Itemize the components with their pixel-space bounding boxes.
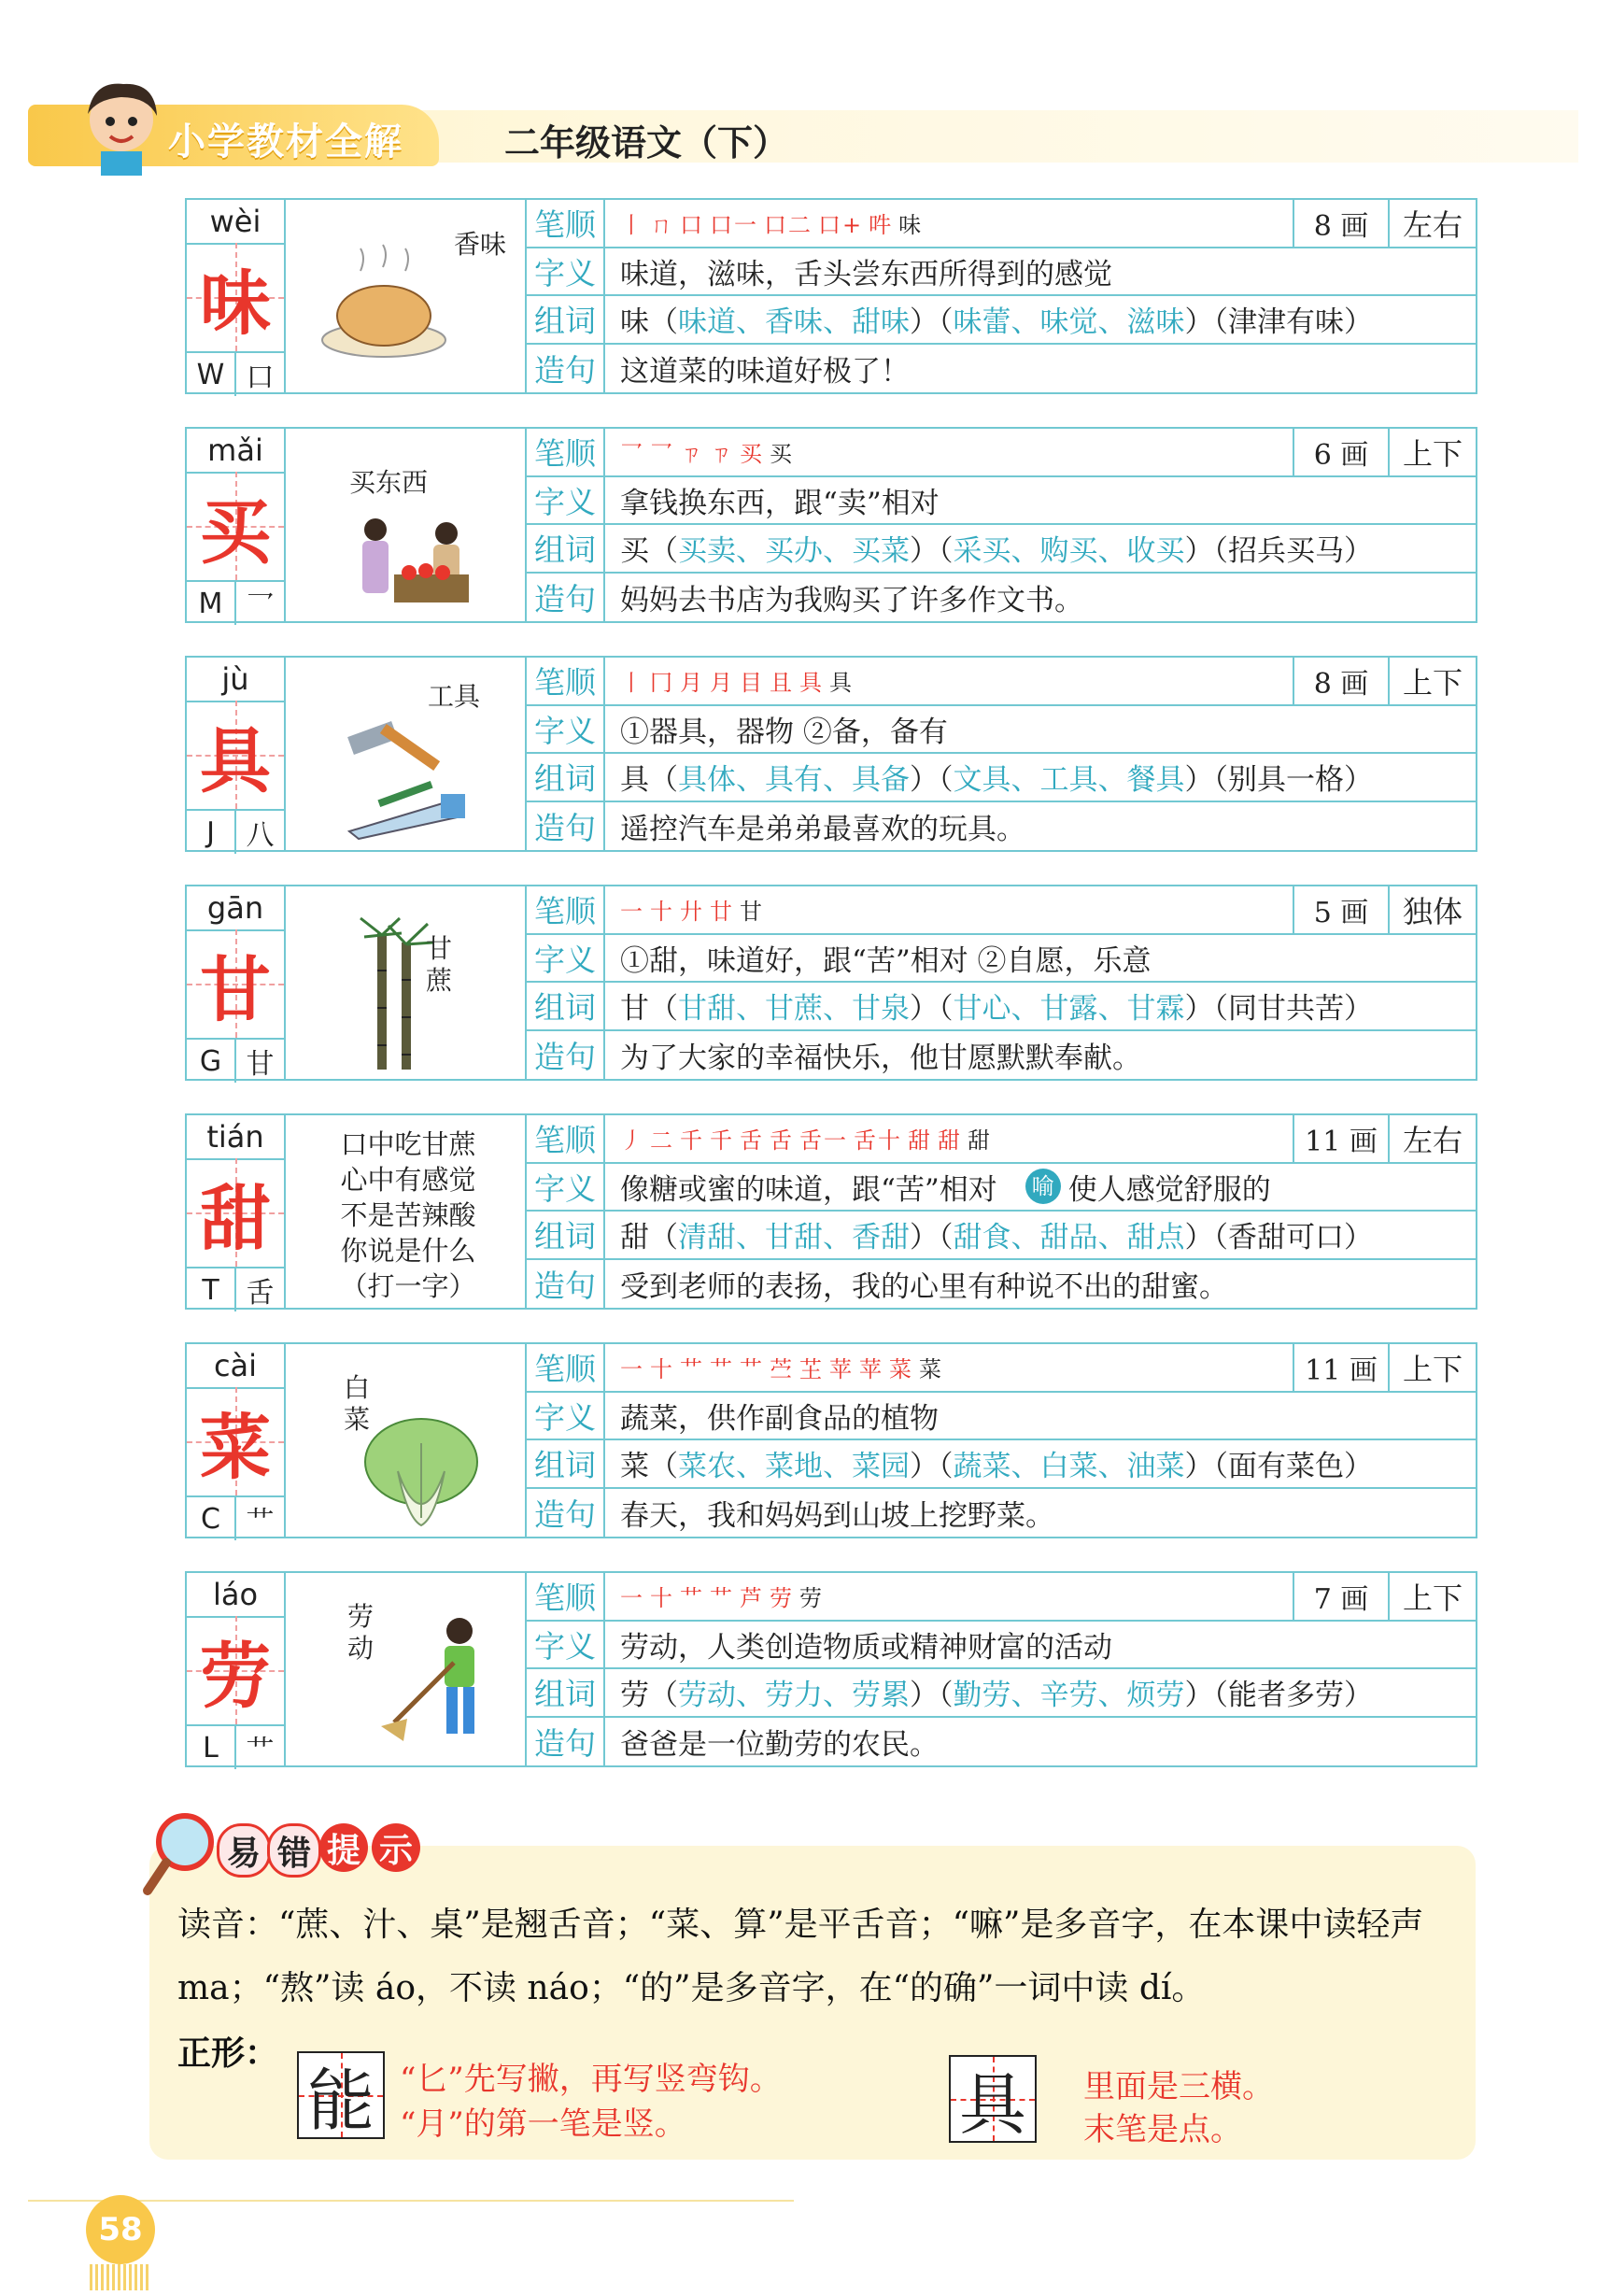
stroke-count: 5 画 [1293,886,1388,933]
label-strokes: 笔顺 [527,429,603,477]
stroke-step: 具 [829,670,854,697]
words-post: ）（同甘共苦） [1184,992,1373,1027]
illustration-买东西-icon [342,502,482,617]
footer-line [28,2200,794,2202]
radical: 八 [246,819,275,852]
tip-form-label: 正形： [177,2034,279,2073]
label-sentence: 造句 [534,1495,596,1533]
index-row [187,580,284,625]
index-letter: C [187,1497,236,1540]
illustration-cell [286,429,525,621]
metaphor-badge: 喻 [1025,1169,1061,1204]
stroke-step: 苹 [859,1356,883,1383]
stroke-step: 一 [620,1356,644,1383]
words-post: ）（别具一格） [1184,763,1373,798]
index-letter: M [187,582,236,625]
stroke-count: 6 画 [1293,429,1388,475]
words-row [605,983,1476,1031]
words-pre: 具（ [620,763,678,798]
stroke-step: 冂 [650,670,674,697]
stroke-step: 丿 [620,1127,644,1155]
meaning-row [605,477,1476,526]
stroke-row [605,200,1476,248]
stroke-step: 舌 [740,1127,764,1155]
stroke-row [605,1344,1476,1393]
structure: 上下 [1388,1344,1476,1391]
stroke-step: ㄇ [650,212,674,239]
label-strokes: 笔顺 [527,886,603,935]
book-subtitle: 二年级语文（下） [504,122,789,163]
stroke-step: 丨 [620,212,644,239]
stroke-step: 买 [740,441,764,468]
illustration-label: 香味 [454,229,507,260]
words-pre: 菜（ [620,1450,678,1484]
row-labels [527,1344,603,1537]
row-labels [527,200,603,392]
stroke-step: 甜 [938,1127,962,1155]
magnifier-icon [140,1805,224,1898]
words-mid: ）（ [910,1450,954,1484]
illustration-cell [286,658,525,850]
sentence: 遥控汽车是弟弟最喜欢的玩具。 [620,812,1025,846]
info-rows [605,429,1476,621]
stroke-step: 芏 [799,1356,824,1383]
char-card-6 [185,1342,1477,1538]
label-strokes: 笔顺 [527,658,603,706]
label-strokes: 笔顺 [527,1115,603,1164]
row-labels [527,1573,603,1765]
page-header [0,0,1597,187]
words-a: 劳动、劳力、劳累 [678,1679,910,1713]
riddle-line: 你说是什么 [340,1235,476,1267]
structure: 独体 [1388,886,1476,933]
stroke-step: 甜 [968,1127,992,1155]
index-row [187,1495,284,1540]
sentence: 为了大家的幸福快乐，他甘愿默默奉献。 [620,1041,1141,1075]
character-grid [187,1387,284,1495]
stroke-count: 8 画 [1293,658,1388,704]
stroke-step: 苎 [770,1356,794,1383]
tip-badge-3: 提 [319,1823,368,1872]
words-pre: 甘（ [620,992,678,1027]
illustration-label: 白菜 [344,1372,371,1435]
index-letter: T [187,1268,236,1311]
form-char-box-2 [949,2055,1037,2143]
structure: 左右 [1388,200,1476,247]
label-words: 组词 [527,983,603,1031]
character: 具 [200,718,271,802]
words-a: 菜农、菜地、菜园 [678,1450,910,1484]
label-strokes: 笔顺 [527,200,603,248]
meaning: 味道，滋味，舌头尝东西所得到的感觉 [620,257,1112,291]
words-post: ）（面有菜色） [1184,1450,1373,1484]
words-mid: ）（ [910,534,954,569]
form-char-1: 能 [306,2062,375,2140]
words-row [605,525,1476,574]
sentence: 受到老师的表扬，我的心里有种说不出的甜蜜。 [620,1269,1228,1304]
label-strokes: 笔顺 [527,1344,603,1393]
words-post: ）（津津有味） [1184,305,1373,340]
stroke-step: 千 [680,1127,704,1155]
words-a: 买卖、买办、买菜 [678,534,910,569]
stroke-step: 买 [770,441,794,468]
form-note-2a: 里面是三横。 [1083,2068,1274,2105]
row-labels [527,1115,603,1308]
stroke-order [605,206,1293,239]
label-meaning: 字义 [527,935,603,984]
words-a: 甘甜、甘蔗、甘泉 [678,992,910,1027]
words-b: 采买、购买、收买 [953,534,1185,569]
stroke-step: 二 [650,1127,674,1155]
illustration-label: 甘蔗 [426,933,453,996]
illustration-香味-icon [314,243,454,368]
stroke-step: ㄗ [710,441,734,468]
words-a: 具体、具有、具备 [678,763,910,798]
info-rows [605,1344,1476,1537]
form-char-box-1 [297,2051,385,2139]
illustration-label: 劳动 [347,1601,375,1664]
sentence-row [605,1031,1476,1080]
words-mid: ）（ [910,992,954,1027]
stroke-step: 吽 [869,212,894,239]
stroke-order [605,1122,1293,1155]
riddle-line: 口中吃甘蔗 [340,1128,476,1160]
stroke-step: 一 [620,1585,644,1612]
stroke-step: 菜 [889,1356,913,1383]
radical: 口 [246,361,275,394]
stroke-step: 艹 [740,1356,764,1383]
words-b: 蔬菜、白菜、油菜 [953,1450,1185,1484]
pinyin: tián [187,1115,284,1160]
words-post: ）（香甜可口） [1184,1221,1373,1255]
words-mid: ）（ [910,1679,954,1713]
meaning: ①器具，器物 ②备，备有 [620,715,948,749]
stroke-step: 艹 [710,1585,734,1612]
illustration-label: 买东西 [349,467,429,498]
stroke-step: 菜 [919,1356,943,1383]
index-row [187,1038,284,1083]
meaning-extra: 使人感觉舒服的 [1067,1172,1271,1207]
stroke-order [605,435,1293,468]
label-meaning: 字义 [527,248,603,297]
stroke-step: 口一 [710,212,758,239]
meaning-row [605,1622,1476,1670]
label-words: 组词 [527,1669,603,1718]
stroke-count: 7 画 [1293,1573,1388,1620]
stroke-count: 11 画 [1293,1115,1388,1162]
label-meaning: 字义 [527,1393,603,1441]
info-rows [605,1115,1476,1308]
words-b: 文具、工具、餐具 [953,763,1185,798]
words-pre: 甜（ [620,1221,678,1255]
stroke-step: 乛 [620,441,644,468]
index-letter: G [187,1040,236,1083]
label-meaning: 字义 [527,1622,603,1670]
stroke-step: 口二 [764,212,813,239]
illustration-label: 工具 [428,681,481,712]
words-row [605,296,1476,345]
stroke-step: 十 [650,899,674,926]
stroke-row [605,1573,1476,1622]
stroke-step: 具 [799,670,824,697]
meaning-row [605,1393,1476,1441]
index-letter: L [187,1726,236,1769]
label-sentence: 造句 [534,809,596,846]
label-sentence: 造句 [534,1267,596,1304]
meaning-row [605,1164,1476,1212]
radical: 甘 [246,1048,275,1081]
illustration-劳动-icon [375,1610,506,1754]
structure: 上下 [1388,429,1476,475]
illustration-工具-icon [331,701,480,844]
structure: 上下 [1388,658,1476,704]
character-grid [187,929,284,1038]
sentence-row [605,345,1476,393]
character-grid [187,243,284,351]
tip-badge-4: 示 [372,1823,420,1872]
form-char-2: 具 [958,2065,1026,2144]
words-b: 勤劳、辛劳、烦劳 [953,1679,1185,1713]
stroke-step: 甜 [908,1127,932,1155]
stroke-step: 艹 [710,1356,734,1383]
index-letter: J [187,811,236,854]
form-note-1a: “匕”先写撇，再写竖弯钩。 [400,2061,782,2098]
words-row [605,1440,1476,1489]
sentence: 妈妈去书店为我购买了许多作文书。 [620,583,1083,617]
character: 味 [200,261,271,345]
stroke-step: 艹 [680,1585,704,1612]
label-sentence: 造句 [534,1038,596,1075]
info-rows [605,886,1476,1079]
index-letter: W [187,353,236,396]
meaning: 像糖或蜜的味道，跟“苦”相对 [620,1172,997,1207]
structure: 左右 [1388,1115,1476,1162]
label-meaning: 字义 [527,1164,603,1212]
stroke-count: 8 画 [1293,200,1388,247]
char-card-1 [185,198,1477,394]
boy-mascot-icon [65,73,177,176]
words-mid: ）（ [910,1221,954,1255]
words-post: ）（招兵买马） [1184,534,1373,569]
char-card-7 [185,1571,1477,1767]
index-row [187,809,284,854]
row-labels [527,658,603,850]
words-mid: ）（ [910,305,954,340]
label-words: 组词 [527,1440,603,1489]
form-note-1b: “月”的第一笔是竖。 [400,2105,686,2143]
stroke-step: 月 [710,670,734,697]
words-post: ）（能者多劳） [1184,1679,1373,1713]
sentence: 爸爸是一位勤劳的农民。 [620,1727,939,1762]
words-row [605,1669,1476,1718]
stroke-step: 劳 [799,1585,824,1612]
footer-bars [90,2264,151,2290]
stroke-step: 舌 [770,1127,794,1155]
meaning: ①甜，味道好，跟“苦”相对 ②自愿，乐意 [620,943,1152,978]
label-meaning: 字义 [527,706,603,755]
info-rows [605,658,1476,850]
meaning-row [605,935,1476,984]
character-grid [187,472,284,580]
riddle-line: （打一字） [340,1270,476,1302]
stroke-step: 且 [770,670,794,697]
stroke-count: 11 画 [1293,1344,1388,1391]
stroke-step: 廿 [710,899,734,926]
words-row [605,1212,1476,1260]
stroke-order [605,1580,1293,1612]
meaning-row [605,248,1476,297]
pinyin: wèi [187,200,284,245]
stroke-step: 舌一 [799,1127,848,1155]
sentence-row [605,1489,1476,1538]
words-pre: 味（ [620,305,678,340]
label-words: 组词 [527,525,603,574]
pinyin: mǎi [187,429,284,474]
character-grid [187,1616,284,1724]
radical: 艹 [246,1506,275,1538]
index-row [187,1267,284,1311]
words-a: 清甜、甘甜、香甜 [678,1221,910,1255]
words-pre: 买（ [620,534,678,569]
structure: 上下 [1388,1573,1476,1620]
illustration-cell [286,886,525,1079]
stroke-step: 乛 [650,441,674,468]
illustration-cell [286,200,525,392]
stroke-row [605,658,1476,706]
words-pre: 劳（ [620,1679,678,1713]
words-row [605,754,1476,802]
stroke-step: 劳 [770,1585,794,1612]
form-note-2b: 末笔是点。 [1083,2111,1242,2148]
character-grid [187,701,284,809]
label-meaning: 字义 [527,477,603,526]
pinyin: cài [187,1344,284,1389]
sentence-row [605,574,1476,622]
label-sentence: 造句 [534,1724,596,1762]
sentence-row [605,802,1476,851]
index-row [187,1724,284,1769]
meaning: 劳动，人类创造物质或精神财富的活动 [620,1630,1112,1665]
words-a: 味道、香味、甜味 [678,305,910,340]
stroke-row [605,1115,1476,1164]
radical: 艹 [246,1735,275,1767]
label-words: 组词 [527,1212,603,1260]
book-title: 小学教材全解 [168,120,403,163]
label-sentence: 造句 [534,351,596,389]
sentence-row [605,1718,1476,1766]
character: 甘 [200,947,271,1031]
stroke-step: 艹 [680,1356,704,1383]
meaning: 拿钱换东西，跟“卖”相对 [620,486,940,520]
stroke-step: 芦 [740,1585,764,1612]
radical: 乛 [246,590,275,623]
pinyin: láo [187,1573,284,1618]
radical: 舌 [246,1277,275,1310]
riddle-line: 心中有感觉 [340,1164,476,1196]
index-row [187,351,284,396]
tip-badge-1: 易 [217,1823,271,1878]
tip-badge-2: 错 [267,1823,321,1878]
words-b: 甜食、甜品、甜点 [953,1221,1185,1255]
tip-pronunciation-line-2: ma；“熬”读 áo，不读 náo；“的”是多音字，在“的确”一词中读 dí。 [177,1969,1206,2007]
sentence-row [605,1260,1476,1309]
character-grid [187,1158,284,1267]
stroke-step: 十 [650,1585,674,1612]
illustration-白菜-icon [351,1406,491,1540]
stroke-order [605,1351,1293,1383]
info-rows [605,200,1476,392]
words-mid: ）（ [910,763,954,798]
character: 菜 [200,1405,271,1489]
stroke-step: 一 [620,899,644,926]
stroke-step: 目 [740,670,764,697]
stroke-step: ㄗ [680,441,704,468]
label-sentence: 造句 [534,580,596,617]
stroke-order [605,664,1293,697]
char-card-5 [185,1113,1477,1310]
illustration-cell [286,1573,525,1765]
row-labels [527,886,603,1079]
illustration-cell [286,1344,525,1537]
character: 买 [200,489,271,574]
pinyin: gān [187,886,284,931]
stroke-step: 口+ [818,212,864,239]
stroke-row [605,886,1476,935]
label-words: 组词 [527,754,603,802]
char-card-2 [185,427,1477,623]
stroke-step: 舌十 [854,1127,902,1155]
stroke-step: 口 [680,212,704,239]
char-card-4 [185,885,1477,1081]
character: 劳 [200,1634,271,1718]
page-number: 58 [86,2195,155,2264]
stroke-step: 甘 [740,899,764,926]
meaning-row [605,706,1476,755]
words-b: 味蕾、味觉、滋味 [953,305,1185,340]
stroke-step: 千 [710,1127,734,1155]
char-card-3 [185,656,1477,852]
riddle-line: 不是苦辣酸 [340,1199,476,1231]
stroke-step: 月 [680,670,704,697]
stroke-row [605,429,1476,477]
label-words: 组词 [527,296,603,345]
row-labels [527,429,603,621]
sentence: 春天，我和妈妈到山坡上挖野菜。 [620,1498,1054,1533]
tip-pronunciation-line-1: 读音：“蔗、汁、桌”是翘舌音；“菜、算”是平舌音；“嘛”是多音字，在本课中读轻声 [177,1906,1424,1944]
stroke-step: 味 [898,212,924,239]
riddle-text [301,1127,516,1304]
sentence: 这道菜的味道好极了！ [620,354,910,389]
label-strokes: 笔顺 [527,1573,603,1622]
info-rows [605,1573,1476,1765]
meaning: 蔬菜，供作副食品的植物 [620,1401,939,1436]
stroke-step: 十 [650,1356,674,1383]
stroke-step: 廾 [680,899,704,926]
character: 甜 [200,1176,271,1260]
pinyin: jù [187,658,284,702]
stroke-order [605,893,1293,926]
words-b: 甘心、甘露、甘霖 [953,992,1185,1027]
stroke-step: 丨 [620,670,644,697]
stroke-step: 苹 [829,1356,854,1383]
illustration-cell [286,1115,525,1308]
